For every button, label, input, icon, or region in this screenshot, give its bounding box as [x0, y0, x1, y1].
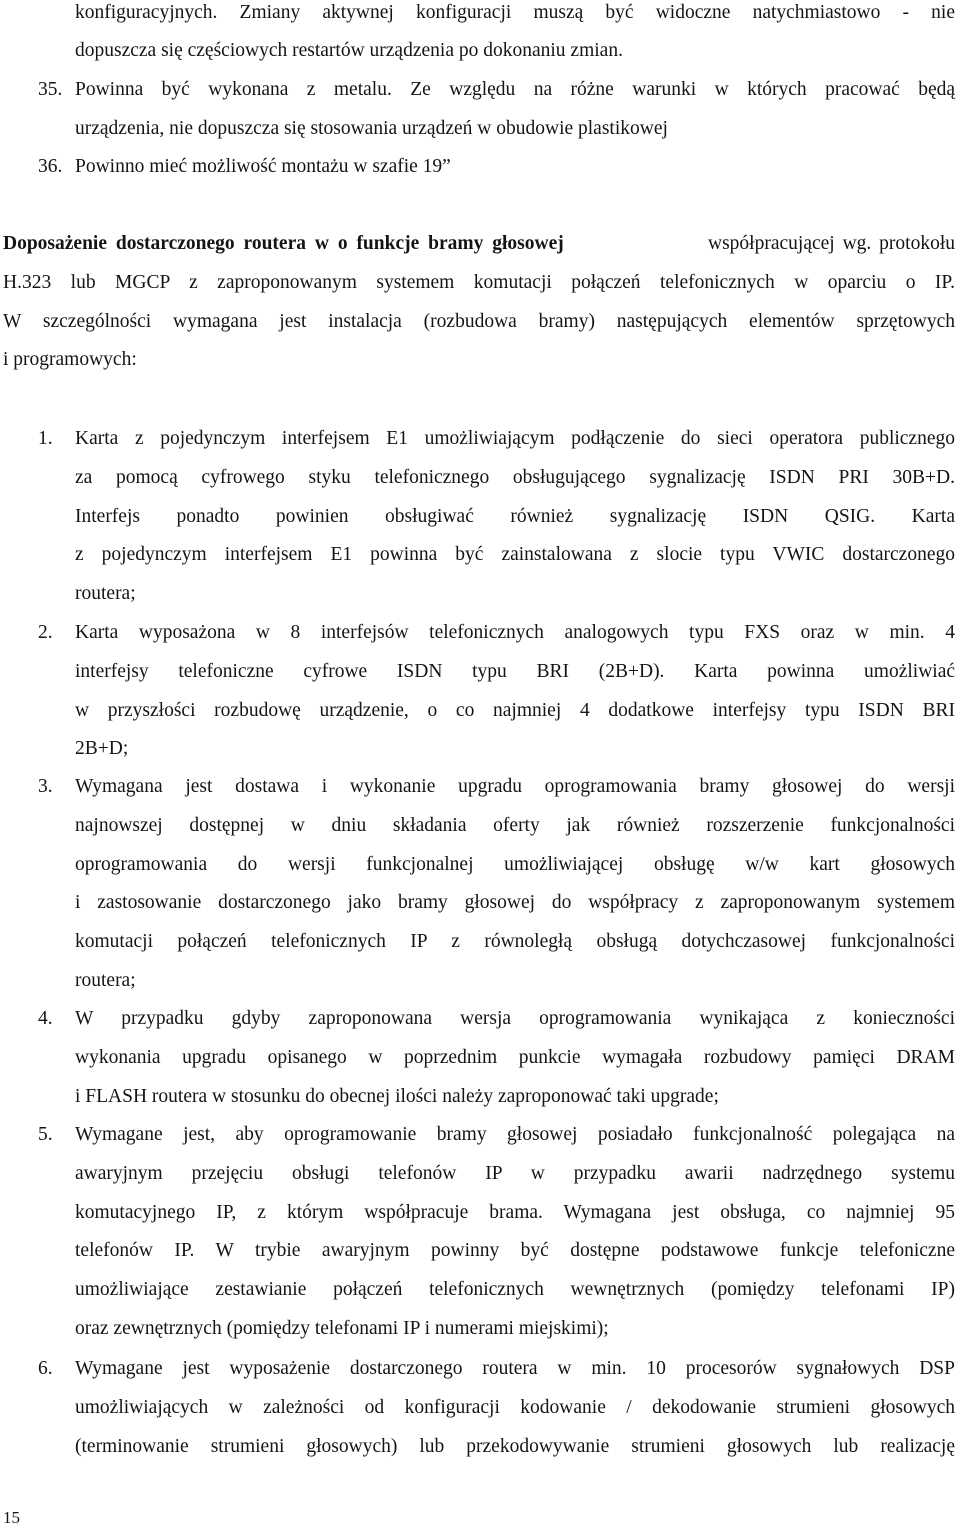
list-item-line: i zastosowanie dostarczonego jako bramy głosowej do współpracy z zaproponowanym systemem [75, 892, 955, 914]
intro-text: współpracującej wg. protokołu [708, 233, 955, 254]
list-item-number: 5. [38, 1124, 53, 1145]
intro-bold-text: Doposażenie dostarczonego routera w o funkcje bramy głosowej [3, 233, 564, 254]
list-item-line: Karta z pojedynczym interfejsem E1 umożliwiającym podłączenie do sieci operatora publicznego [75, 428, 955, 449]
text-line: W szczególności wymagana jest instalacja (rozbudowa bramy) następujących elementów sprzętowych [3, 311, 955, 332]
list-item-number: 4. [38, 1008, 53, 1029]
list-item-number: 6. [38, 1358, 53, 1379]
list-item-line: Karta wyposażona w 8 interfejsów telefonicznych analogowych typu FXS oraz w min. 4 [75, 622, 955, 643]
item-number: 35. [38, 79, 63, 100]
list-item-number: 3. [38, 776, 53, 797]
text-line: Powinna być wykonana z metalu. Ze względu na różne warunki w których pracować będą [75, 79, 955, 100]
list-item-line: najnowszej dostępnej w dniu składania oferty jak również rozszerzenie funkcjonalności [75, 814, 955, 836]
list-item-line: Wymagane jest, aby oprogramowanie bramy głosowej posiadało funkcjonalność polegająca na [75, 1124, 955, 1145]
list-item-line: routera; [75, 969, 136, 991]
list-item-line: (terminowanie strumieni głosowych) lub przekodowywanie strumieni głosowych lub realizację [75, 1435, 955, 1457]
list-item-line: w przyszłości rozbudowę urządzenie, o co najmniej 4 dodatkowe interfejsy typu ISDN BRI [75, 699, 955, 721]
list-item-line: telefonów IP. W trybie awaryjnym powinny być dostępne podstawowe funkcje telefoniczne [75, 1240, 955, 1262]
list-item-line: 2B+D; [75, 738, 129, 760]
list-item-line: routera; [75, 583, 136, 604]
list-item-line: oprogramowania do wersji funkcjonalnej umożliwiającej obsługę w/w kart głosowych [75, 853, 955, 875]
text-line: urządzenia, nie dopuszcza się stosowania urządzeń w obudowie plastikowej [75, 118, 668, 139]
text-line: Powinno mieć możliwość montażu w szafie 19” [75, 156, 451, 177]
text-line: H.323 lub MGCP z zaproponowanym systemem komutacji połączeń telefonicznych w oparciu o IP. [3, 272, 955, 293]
text-line: dopuszcza się częściowych restartów urządzenia po dokonaniu zmian. [75, 40, 623, 61]
intro-line [3, 225, 955, 263]
list-item-line: i FLASH routera w stosunku do obecnej ilości należy zaproponować taki upgrade; [75, 1085, 719, 1107]
list-item-line: W przypadku gdyby zaproponowana wersja oprogramowania wynikająca z konieczności [75, 1008, 955, 1029]
list-item-line: oraz zewnętrznych (pomiędzy telefonami IP i numerami miejskimi); [75, 1317, 609, 1339]
list-item-line: umożliwiające zestawianie połączeń telefonicznych wewnętrznych (pomiędzy telefonami IP) [75, 1279, 955, 1300]
list-item-line: wykonania upgradu opisanego w poprzednim punkcie wymagała rozbudowy pamięci DRAM [75, 1046, 955, 1068]
list-item-line: komutacji połączeń telefonicznych IP z równoległą obsługą dotychczasowej funkcjonalności [75, 931, 955, 952]
list-item-line: Interfejs ponadto powinien obsługiwać również sygnalizację ISDN QSIG. Karta [75, 505, 955, 527]
list-item-number: 1. [38, 428, 53, 449]
list-item-line: za pomocą cyfrowego styku telefonicznego obsługującego sygnalizację ISDN PRI 30B+D. [75, 466, 955, 488]
list-item-number: 2. [38, 622, 53, 643]
page-number: 15 [3, 1508, 20, 1527]
text-line: i programowych: [3, 349, 137, 370]
list-item-line: interfejsy telefoniczne cyfrowe ISDN typu BRI (2B+D). Karta powinna umożliwiać [75, 660, 955, 682]
list-item-line: komutacyjnego IP, z którym współpracuje brama. Wymagana jest obsługa, co najmniej 95 [75, 1201, 955, 1223]
list-item-line: umożliwiających w zależności od konfiguracji kodowanie / dekodowanie strumieni głosowych [75, 1396, 955, 1418]
list-item-line: z pojedynczym interfejsem E1 powinna być zainstalowana z slocie typu VWIC dostarczonego [75, 544, 955, 566]
list-item-line: Wymagana jest dostawa i wykonanie upgradu oprogramowania bramy głosowej do wersji [75, 776, 955, 797]
text-line: konfiguracyjnych. Zmiany aktywnej konfiguracji muszą być widoczne natychmiastowo - nie [75, 2, 955, 23]
list-item-line: awaryjnym przejęciu obsługi telefonów IP w przypadku awarii nadrzędnego systemu [75, 1162, 955, 1184]
list-item-line: Wymagane jest wyposażenie dostarczonego routera w min. 10 procesorów sygnałowych DSP [75, 1358, 955, 1379]
item-number: 36. [38, 156, 63, 177]
